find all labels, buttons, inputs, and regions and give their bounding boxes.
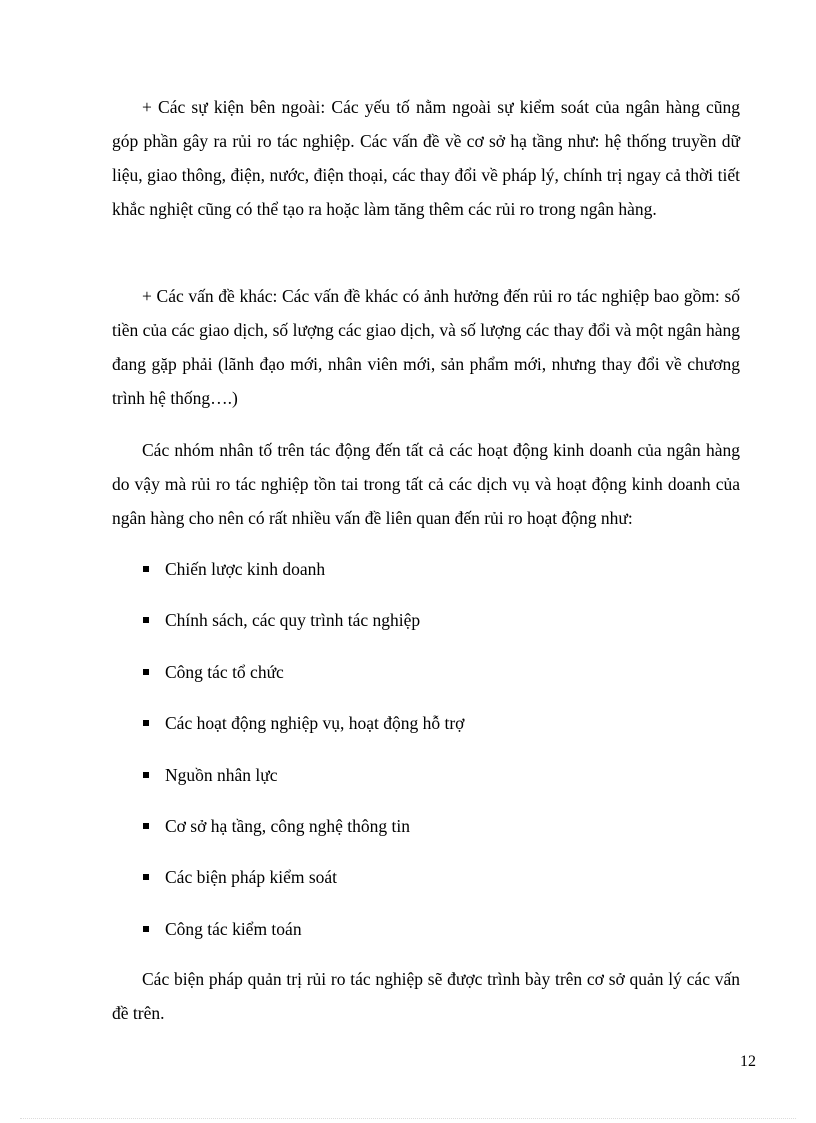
list-item: Chính sách, các quy trình tác nghiệp	[143, 605, 420, 635]
square-bullet-icon	[143, 566, 149, 572]
list-item: Công tác tổ chức	[143, 657, 284, 687]
square-bullet-icon	[143, 617, 149, 623]
square-bullet-icon	[143, 823, 149, 829]
list-item: Các biện pháp kiểm soát	[143, 862, 337, 892]
paragraph-conclusion: Các biện pháp quản trị rủi ro tác nghiệp sẽ được trình bày trên cơ sở quản lý các vấn đề trên.	[112, 969, 740, 1023]
square-bullet-icon	[143, 926, 149, 932]
list-item: Chiến lược kinh doanh	[143, 554, 325, 584]
square-bullet-icon	[143, 772, 149, 778]
list-item: Nguồn nhân lực	[143, 760, 278, 790]
square-bullet-icon	[143, 874, 149, 880]
paragraph-other-issues: + Các vấn đề khác: Các vấn đề khác có ảnh hưởng đến rủi ro tác nghiệp bao gồm: số tiền của các giao dịch, số lượng các giao dịch, và số lượng các thay đổi và một ngân hàng đang gặp phải (lãnh đạo mới, nhân viên mới, sản phẩm mới, nhưng thay đổi về chương trình hệ thống….)	[112, 286, 740, 408]
page-number: 12	[740, 1053, 756, 1070]
list-item: Cơ sở hạ tầng, công nghệ thông tin	[143, 811, 410, 841]
square-bullet-icon	[143, 669, 149, 675]
list-item: Các hoạt động nghiệp vụ, hoạt động hỗ trợ	[143, 708, 464, 738]
paragraph-factor-groups: Các nhóm nhân tố trên tác động đến tất cả các hoạt động kinh doanh của ngân hàng do vậy mà rủi ro tác nghiệp tồn tai trong tất cả các dịch vụ và hoạt động kinh doanh của ngân hàng cho nên có rất nhiều vấn đề liên quan đến rủi ro hoạt động như:	[112, 440, 740, 528]
list-item: Công tác kiểm toán	[143, 914, 302, 944]
footer-divider	[20, 1118, 796, 1119]
paragraph-external-events: + Các sự kiện bên ngoài: Các yếu tố nằm ngoài sự kiểm soát của ngân hàng cũng góp phần gây ra rủi ro tác nghiệp. Các vấn đề về cơ sở hạ tầng như: hệ thống truyền dữ liệu, giao thông, điện, nước, điện thoại, các thay đổi về pháp lý, chính trị ngay cả thời tiết khắc nghiệt cũng có thể tạo ra hoặc làm tăng thêm các rủi ro trong ngân hàng.	[112, 97, 740, 219]
square-bullet-icon	[143, 720, 149, 726]
